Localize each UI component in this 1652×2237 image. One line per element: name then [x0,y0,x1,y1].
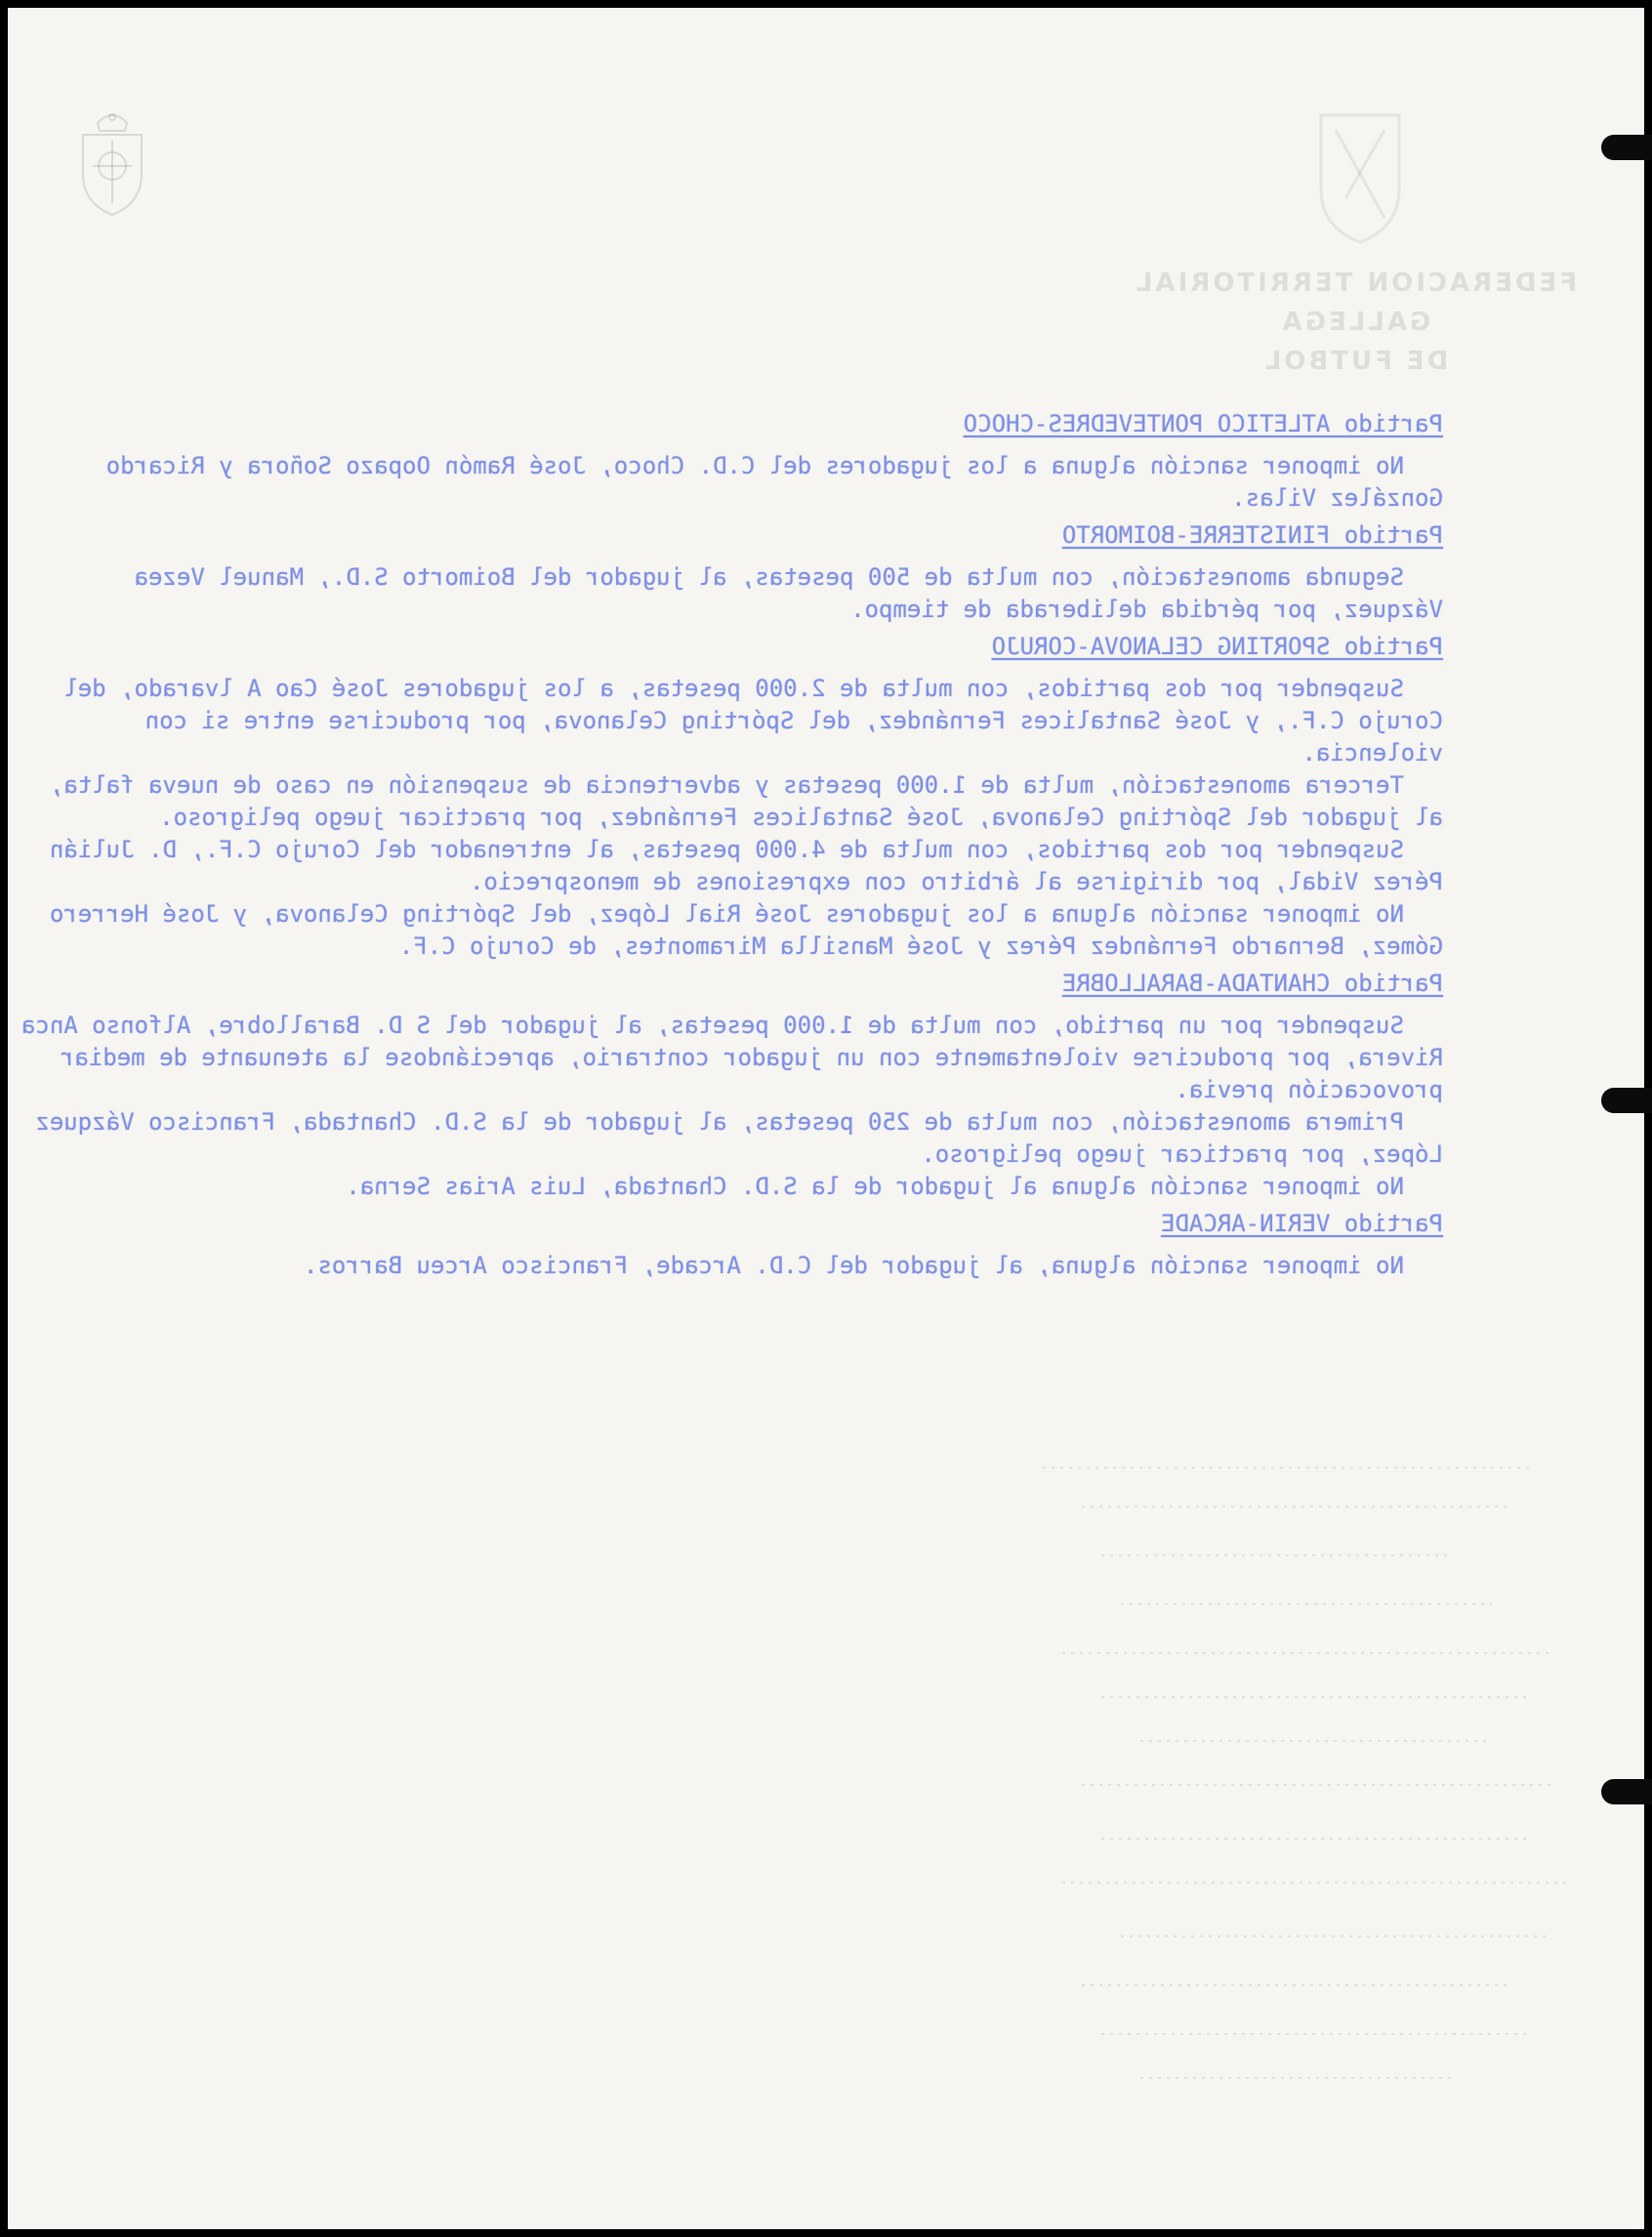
paragraph: No imponer sanción alguna a los jugadores del C.D. Choco, José Ramón Oopazo Soñora y Ricardo González Vilas. [105,452,1443,512]
watermark-line-2: DE FUTBOL [1261,347,1449,376]
back-side-bleed-through [1043,1448,1590,2092]
binder-ring [1601,1779,1652,1804]
section-heading: Partido SPORTING CELANOVA-CORUJO [991,633,1443,660]
section-chantada-barallobre [18,969,1463,1203]
section-atletico-pontevedres-choco [18,409,1463,515]
section-heading: Partido FINISTERRE-BOIMORTO [1061,521,1443,549]
watermark-text [1131,264,1580,381]
paragraph: Suspender por un partido, con multa de 1.000 pesetas, al jugador del S D. Barallobre, Alfonso Anca Rivera, por producirse violentamente con un jugador contrario, apreciándose la atenuante de mediar provocación previa. [21,1012,1443,1103]
watermark-line-1: FEDERACION TERRITORIAL GALLEGA [1133,269,1578,337]
section-finisterre-boimorto [18,520,1463,626]
paragraph: Suspender por dos partidos, con multa de 2.000 pesetas, a los jugadores José Cao A lvarado, del Corujo C.F., y José Santalices Fernández, del Spórting Celanova, por producirse entre si con violencia. [63,675,1443,766]
paragraph: No imponer sanción alguna, al jugador del C.D. Arcade, Francisco Arceu Barros. [303,1252,1404,1279]
section-sporting-celanova-corujo [18,632,1463,963]
watermark-seal-icon [1316,110,1404,247]
document-body [18,403,1463,1282]
paragraph: No imponer sanción alguna a los jugadores José Rial López, del Spórting Celanova, y José Herrero Gómez, Bernardo Fernández Pérez y José Mansilla Miramontes, de Corujo C.F. [49,900,1443,960]
section-heading: Partido VERIN-ARCADE [1161,1210,1443,1237]
section-heading: Partido ATLETICO PONTEVEDRES-CHOCO [963,410,1443,437]
paragraph: Segunda amonestación, con multa de 500 pesetas, al jugador del Boimorto S.D., Manuel Vezea Vázquez, por pérdida deliberada de tiempo. [134,563,1443,623]
crest-icon [68,105,156,223]
section-verin-arcade [18,1209,1463,1282]
section-heading: Partido CHANTADA-BARALLOBRE [1061,970,1443,997]
document-page [8,8,1644,2229]
paragraph: Primera amonestación, con multa de 250 pesetas, al jugador de la S.D. Chantada, Francisco Vázquez López, por practicar juego peligroso. [35,1108,1443,1168]
binder-ring [1601,1088,1652,1113]
paragraph: No imponer sanción alguna al jugador de la S.D. Chantada, Luis Arias Serna. [346,1173,1404,1200]
paragraph: Tercera amonestación, multa de 1.000 pesetas y advertencia de suspensión en caso de nueva falta, al jugador del Spórting Celanova, José Santalices Fernández, por practicar juego peligroso. [49,771,1443,831]
paragraph: Suspender por dos partidos, con multa de 4.000 pesetas, al entrenador del Corujo C.F., D. Julián Pérez Vidal, por dirigirse al árbitro con expresiones de menosprecio. [49,836,1443,895]
binder-ring [1601,135,1652,160]
